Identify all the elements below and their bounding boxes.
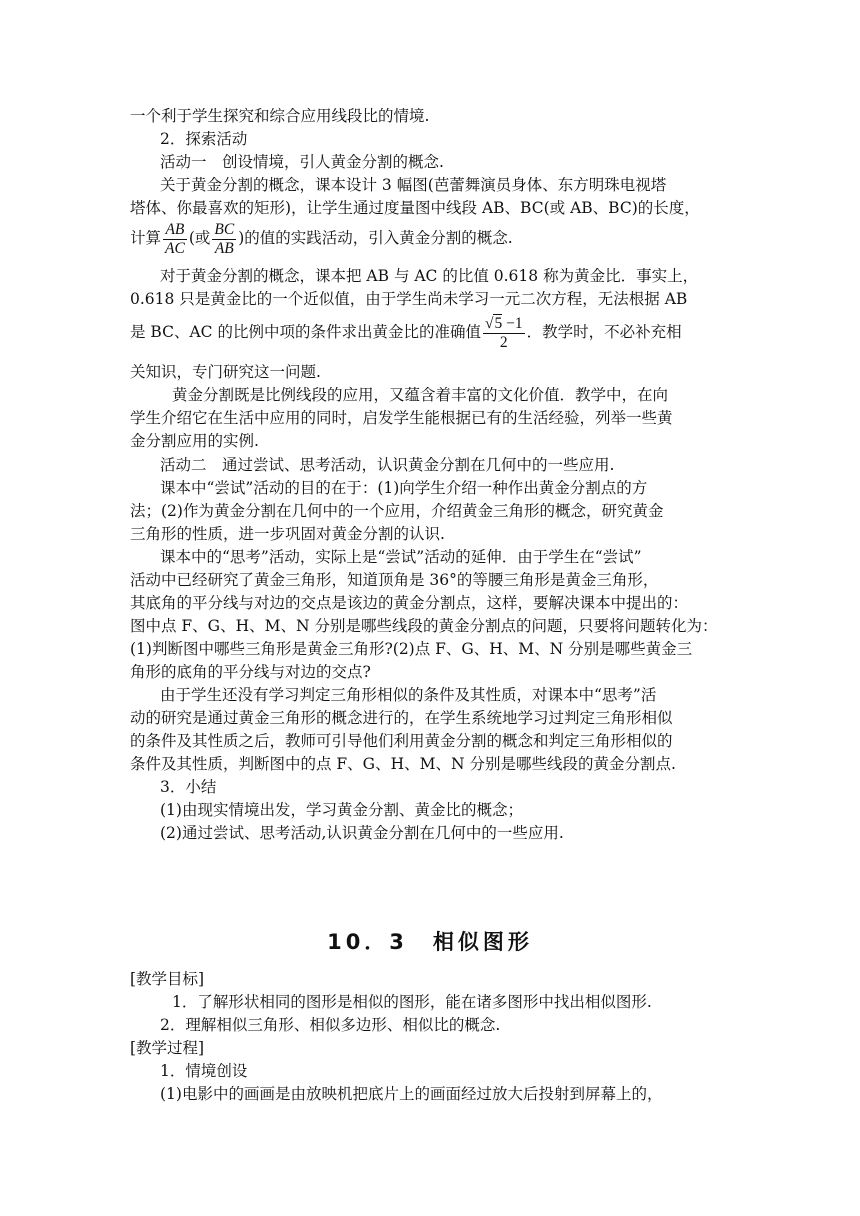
fraction-numerator: BC [214,220,235,238]
text-line: 角形的底角的平分线与对边的交点? [130,663,371,681]
text-line: 1．情境创设 [160,1062,248,1080]
radicand: 5 [494,315,503,332]
text-line: 法；(2)作为黄金分割在几何中的一个应用，介绍黄金三角形的概念，研究黄金 [130,502,664,520]
numerator-tail: −1 [502,315,523,332]
text-line: 其底角的平分线与对边的交点是该边的黄金分割点，这样，要解决课本中提出的： [130,594,689,612]
fraction-denominator: AC [165,239,185,257]
text-line: 塔体、你最喜欢的矩形)，让学生通过度量图中线段 AB、BC(或 AB、BC)的长度， [130,199,700,217]
text-line: 活动二 通过尝试、思考活动，认识黄金分割在几何中的一些应用. [160,456,615,474]
text-line: 黄金分割既是比例线段的应用，又蕴含着丰富的文化价值．教学中，在向 [172,386,669,404]
fraction-golden-ratio [483,314,525,352]
text-line: 的条件及其性质之后，教师可引导他们利用黄金分割的概念和判定三角形相似的 [130,732,673,750]
text-line: [教学过程] [130,1039,205,1057]
fraction-bc-over-ab [212,221,236,258]
fraction-numerator: AB [163,221,187,240]
text-line: 0.618 只是黄金比的一个近似值，由于学生尚未学习一元二次方程，无法根据 AB [130,290,688,308]
text-line: 2．探索活动 [160,130,248,148]
text-line: 3．小结 [160,778,217,796]
fraction-denominator: AB [214,239,234,257]
section-heading: 10．3 相似图形 [327,930,533,954]
text-line: 条件及其性质，判断图中的点 F、G、H、M、N 分别是哪些线段的黄金分割点. [130,755,676,773]
text-line: 对于黄金分割的概念，课本把 AB 与 AC 的比值 0.618 称为黄金比．事实上， [160,267,699,285]
text-line: (1)电影中的画画是由放映机把底片上的画面经过放大后投射到屏幕上的， [160,1085,663,1103]
text-line: 图中点 F、G、H、M、N 分别是哪些线段的黄金分割点的问题，只要将问题转化为： [130,617,718,635]
text-line: 金分割应用的实例. [130,432,259,450]
fraction-numerator: √5 −1 [484,315,523,332]
text-line: 动的研究是通过黄金三角形的概念进行的，在学生系统地学习过判定三角形相似 [130,709,673,727]
text-line: 课本中的“思考”活动，实际上是“尝试”活动的延伸．由于学生在“尝试” [160,548,642,566]
text-line: 三角形的性质，进一步巩固对黄金分割的认识. [130,525,445,543]
text-line: (1)由现实情境出发，学习黄金分割、黄金比的概念； [160,801,523,819]
text-line: 活动中已经研究了黄金三角形，知道顶角是 36°的等腰三角形是黄金三角形， [130,571,659,589]
text-line: 1．了解形状相同的图形是相似的图形，能在诸多图形中找出相似图形. [172,993,652,1011]
text-fragment: (或 [188,229,211,247]
text-fragment: )的值的实践活动，引入黄金分割的概念. [238,229,513,247]
text-line-with-fraction [130,312,682,352]
text-fragment: ．教学时，不必补充相 [526,323,682,341]
text-line: 一个利于学生探究和综合应用线段比的情境. [130,107,430,125]
text-line: (1)判断图中哪些三角形是黄金三角形?(2)点 F、G、H、M、N 分别是哪些黄金三 [130,640,693,658]
text-line: 由于学生还没有学习判定三角形相似的条件及其性质，对课本中“思考”活 [160,686,657,704]
fraction-ab-over-ac [163,221,187,258]
text-fragment: 计算 [130,229,162,247]
text-line: 2．理解相似三角形、相似多边形、相似比的概念. [160,1016,501,1034]
text-line: 课本中“尝试”活动的目的在于：(1)向学生介绍一种作出黄金分割点的方 [160,479,648,497]
text-line-with-fractions [130,218,513,258]
fraction-denominator: 2 [499,334,508,351]
text-line: 学生介绍它在生活中应用的同时，启发学生能根据已有的生活经验，列举一些黄 [130,409,673,427]
text-line: (2)通过尝试、思考活动,认识黄金分割在几何中的一些应用. [160,824,564,842]
text-line: [教学目标] [130,970,205,988]
text-fragment: 是 BC、AC 的比例中项的条件求出黄金比的准确值 [130,323,481,341]
text-line: 关知识，专门研究这一问题. [130,363,321,381]
text-line: 关于黄金分割的概念，课本设计 3 幅图(芭蕾舞演员身体、东方明珠电视塔 [160,176,667,194]
text-line: 活动一 创设情境，引人黄金分割的概念. [160,153,444,171]
